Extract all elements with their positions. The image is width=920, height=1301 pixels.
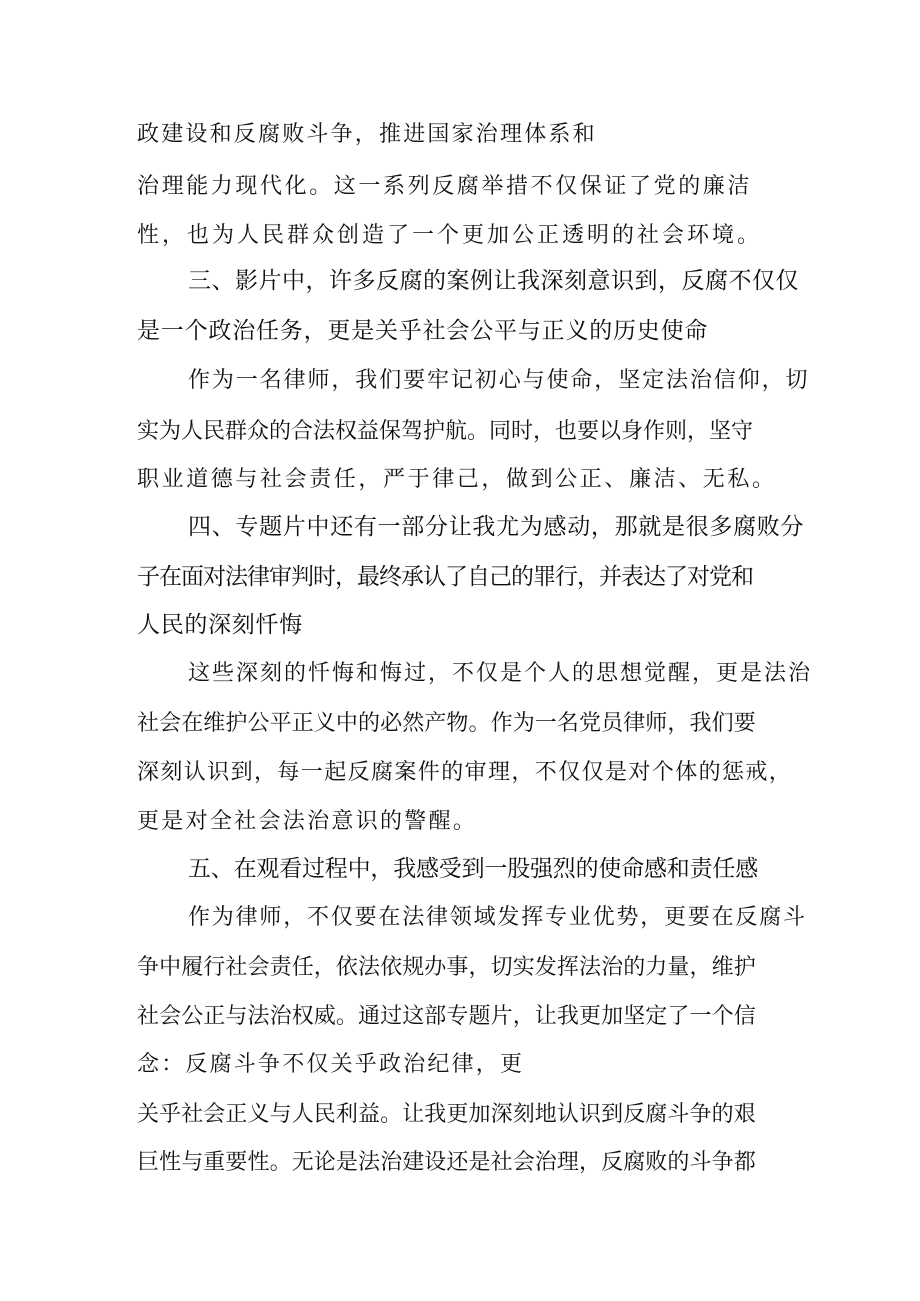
body-text-line: 更是对全社会法治意识的警醒。 <box>137 809 478 834</box>
section-heading-4-cont: 子在面对法律审判时，最终承认了自己的罪行，并表达了对党和 <box>137 564 753 590</box>
section-heading-4-cont: 人民的深刻忏悔 <box>137 612 303 638</box>
section-heading-3-cont: 是一个政治任务，更是关乎社会公平与正义的历史使命 <box>137 318 709 344</box>
body-text-line: 性，也为人民群众创造了一个更加公正透明的社会环境。 <box>137 223 763 248</box>
section-heading-3: 三、影片中，许多反腐的案例让我深刻意识到，反腐不仅仅 <box>188 268 799 294</box>
body-text-line: 巨性与重要性。无论是法治建设还是社会治理，反腐败的斗争都 <box>137 1150 756 1175</box>
body-text-line: 深刻认识到，每一起反腐案件的审理，不仅仅是对个体的惩戒， <box>137 760 793 785</box>
body-text-line: 职业道德与社会责任，严于律己，做到公正、廉洁、无私。 <box>137 467 777 492</box>
body-text-line: 社会公正与法治权威。通过这部专题片，让我更加坚定了一个信 <box>137 1004 756 1029</box>
body-text-line: 作为一名律师，我们要牢记初心与使命，坚定法治信仰，切 <box>188 368 810 393</box>
body-text-line: 这些深刻的忏悔和悔过，不仅是个人的思想觉醒，更是法治 <box>188 661 813 686</box>
body-text-line: 治理能力现代化。这一系列反腐举措不仅保证了党的廉洁 <box>137 174 753 199</box>
body-text-line: 实为人民群众的合法权益保驾护航。同时，也要以身作则，坚守 <box>137 419 754 444</box>
body-text-line: 关乎社会正义与人民利益。让我更加深刻地认识到反腐斗争的艰 <box>137 1102 756 1127</box>
body-text-line: 念：反腐斗争不仅关乎政治纪律，更 <box>137 1052 525 1077</box>
body-text-line: 社会在维护公平正义中的必然产物。作为一名党员律师，我们要 <box>137 711 756 736</box>
body-text-line: 争中履行社会责任，依法依规办事，切实发挥法治的力量，维护 <box>137 955 756 980</box>
body-text-line: 作为律师，不仅要在法律领域发挥专业优势，更要在反腐斗 <box>188 905 807 930</box>
section-heading-5: 五、在观看过程中，我感受到一股强烈的使命感和责任感 <box>188 856 759 882</box>
section-heading-4: 四、专题片中还有一部分让我尤为感动，那就是很多腐败分 <box>188 514 805 540</box>
body-text-line: 政建设和反腐败斗争，推进国家治理体系和 <box>137 122 597 147</box>
